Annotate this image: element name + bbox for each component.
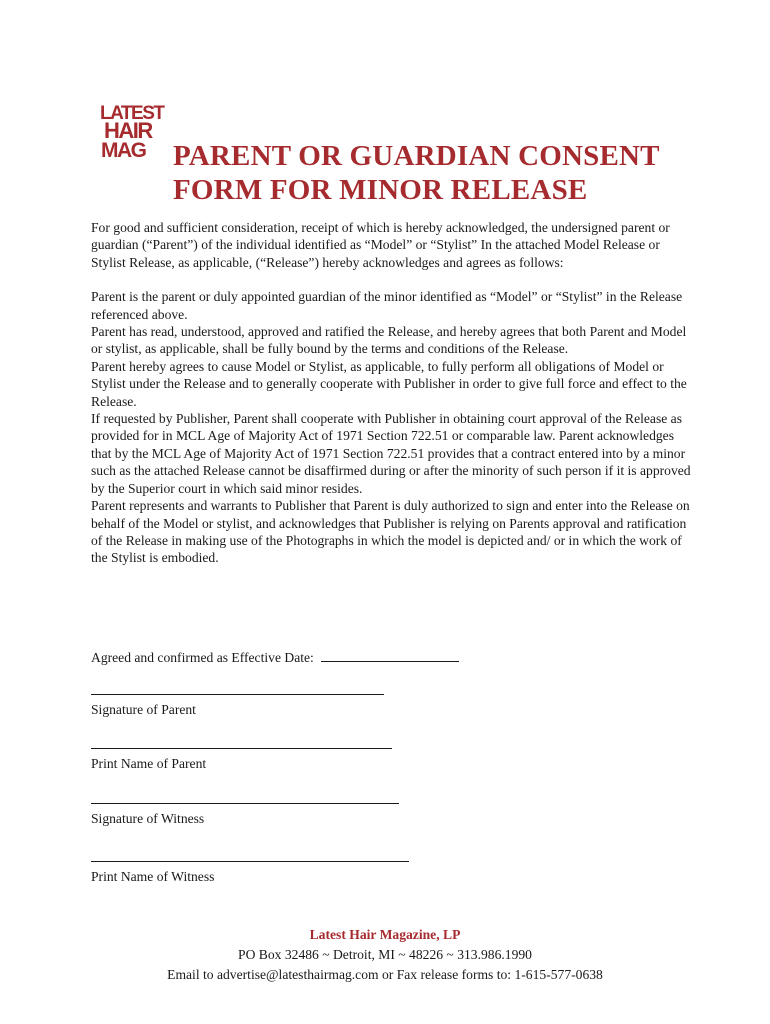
signature-witness-label: Signature of Witness: [91, 811, 205, 826]
latest-hair-mag-logo: [100, 100, 170, 160]
form-title: [173, 139, 733, 207]
footer-contact: Email to advertise@latesthairmag.com or Fax release forms to: 1-615-577-0638: [167, 967, 603, 982]
clause-warranty: Parent represents and warrants to Publisher that Parent is duly authorized to sign and enter into the Release on behalf of the Model or stylist, and acknowledges that Publisher is relying on Parents approval and ratification of the Release in making use of the Photographs in which the model is depicted and/ or in which the work of the Stylist is embodied.: [91, 498, 690, 566]
effective-date-row: [91, 648, 459, 666]
print-parent-line[interactable]: [91, 748, 392, 749]
form-title-line-1: PARENT OR GUARDIAN CONSENT: [173, 140, 660, 172]
print-parent-label: Print Name of Parent: [91, 756, 207, 771]
signature-parent-block: [91, 694, 384, 718]
clause-perform: Parent hereby agrees to cause Model or Stylist, as applicable, to fully perform all obligations of Model or Stylist under the Release and to generally cooperate with Publisher in order to give full force and effect to the Release.: [91, 358, 687, 409]
svg-text:LATEST: LATEST: [100, 103, 164, 124]
logo-graphic: [100, 100, 170, 160]
print-witness-line[interactable]: [91, 861, 409, 862]
intro-paragraph: For good and sufficient consideration, receipt of which is hereby acknowledged, the undersigned parent or guardian (“Parent”) of the individual identified as “Model” or “Stylist” In the attached Model Release or Stylist Release, as applicable, (“Release”) hereby acknowledges and agrees as follows:: [91, 220, 670, 270]
signature-parent-line[interactable]: [91, 694, 384, 695]
effective-date-field[interactable]: [321, 648, 459, 662]
signature-parent-label: Signature of Parent: [91, 702, 196, 717]
svg-text:MAG: MAG: [101, 139, 146, 160]
print-parent-block: [91, 748, 392, 772]
footer: [0, 925, 770, 985]
clause-court-approval: If requested by Publisher, Parent shall cooperate with Publisher in obtaining court approval of the Release as provided for in MCL Age of Majority Act of 1971 Section 722.51 or comparable law. Parent acknowledges that by the MCL Age of Majority Act of 1971 Section 722.51 provides that a contract entered into by a minor such as the attached Release cannot be disaffirmed during or after the minority of such person if it is approved by the Superior court in which said minor resides.: [91, 411, 691, 496]
form-title-line-2: FORM FOR MINOR RELEASE: [173, 174, 588, 206]
footer-address: PO Box 32486 ~ Detroit, MI ~ 48226 ~ 313.986.1990: [238, 947, 532, 962]
footer-company: Latest Hair Magazine, LP: [309, 927, 461, 942]
svg-text:HAIR: HAIR: [104, 118, 152, 143]
effective-date-label: Agreed and confirmed as Effective Date:: [91, 650, 314, 665]
clause-ratified: Parent has read, understood, approved and ratified the Release, and hereby agrees that both Parent and Model or stylist, as applicable, shall be fully bound by the terms and conditions of the Release.: [91, 324, 687, 357]
print-witness-label: Print Name of Witness: [91, 869, 215, 884]
clause-guardian: Parent is the parent or duly appointed guardian of the minor identified as “Model” or “Stylist” in the Release referenced above.: [91, 289, 683, 322]
form-body: [91, 219, 691, 567]
signature-witness-block: [91, 803, 399, 827]
print-witness-block: [91, 861, 409, 885]
signature-witness-line[interactable]: [91, 803, 399, 804]
